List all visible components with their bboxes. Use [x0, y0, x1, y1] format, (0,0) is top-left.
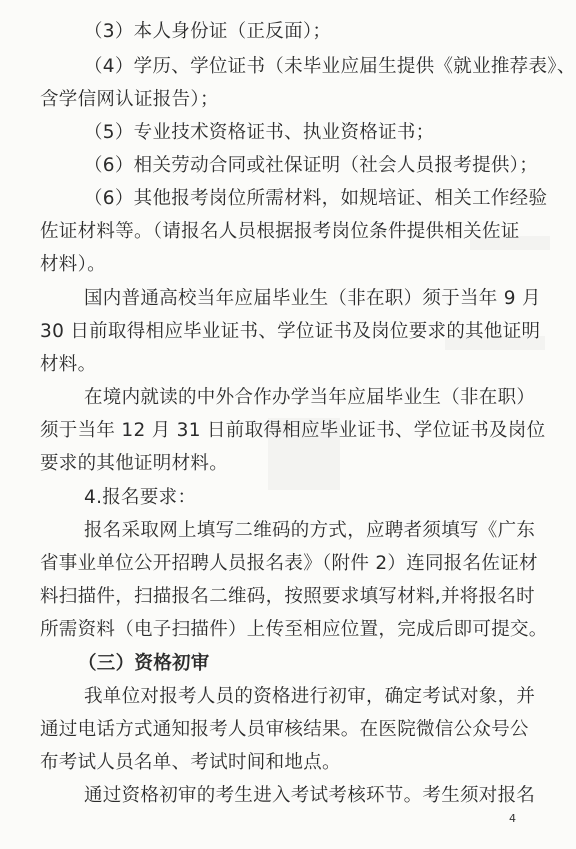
paragraph-registration-cont-1: 省事业单位公开招聘人员报名表》（附件 2）连同报名佐证材: [40, 553, 538, 574]
section-heading-registration: 4.报名要求：: [84, 487, 197, 508]
paragraph-exam: 通过资格初审的考生进入考试考核环节。考生须对报名: [84, 785, 536, 806]
paragraph-review: 我单位对报考人员的资格进行初审，确定考试对象，并: [84, 686, 536, 707]
list-item-id-card: （3）本人身份证（正反面）；: [84, 21, 332, 42]
paragraph-registration-cont-2: 料扫描件，扫描报名二维码，按照要求填写材料,并将报名时: [40, 586, 535, 607]
list-item-other-materials-end: 材料）。: [40, 254, 106, 275]
paragraph-registration-end: 所需资料（电子扫描件）上传至相应位置，完成后即可提交。: [40, 619, 548, 640]
section-heading-preliminary-review: （三）资格初审: [78, 653, 210, 674]
paragraph-graduates-cont: 30 日前取得相应毕业证书、学位证书及岗位要求的其他证明: [40, 321, 541, 342]
paragraph-graduates-end: 材料。: [40, 354, 97, 375]
paragraph-registration: 报名采取网上填写二维码的方式，应聘者须填写《广东: [84, 520, 536, 541]
paragraph-review-cont: 通过电话方式通知报考人员审核结果。在医院微信公众号公: [40, 719, 529, 740]
paragraph-joint-program-end: 要求的其他证明材料。: [40, 453, 229, 474]
list-item-degree-certificates-cont: 含学信网认证报告）；: [40, 89, 219, 110]
paragraph-graduates: 国内普通高校当年应届毕业生（非在职）须于当年 9 月: [84, 288, 541, 309]
paragraph-joint-program: 在境内就读的中外合作办学当年应届毕业生（非在职）: [84, 387, 536, 408]
page-number: 4: [509, 812, 516, 825]
list-item-professional-certificates: （5）专业技术资格证书、执业资格证书；: [84, 122, 435, 143]
list-item-degree-certificates: （4）学历、学位证书（未毕业应届生提供《就业推荐表》、: [84, 56, 576, 77]
paragraph-joint-program-cont: 须于当年 12 月 31 日前取得相应毕业证书、学位证书及岗位: [40, 420, 546, 441]
list-item-other-materials-cont: 佐证材料等。（请报名人员根据报考岗位条件提供相关佐证: [40, 221, 520, 242]
list-item-labor-contract: （6）相关劳动合同或社保证明（社会人员报考提供）；: [84, 155, 539, 176]
list-item-other-materials: （6）其他报考岗位所需材料，如规培证、相关工作经验: [84, 188, 548, 209]
paragraph-review-end: 布考试人员名单、考试时间和地点。: [40, 752, 341, 773]
